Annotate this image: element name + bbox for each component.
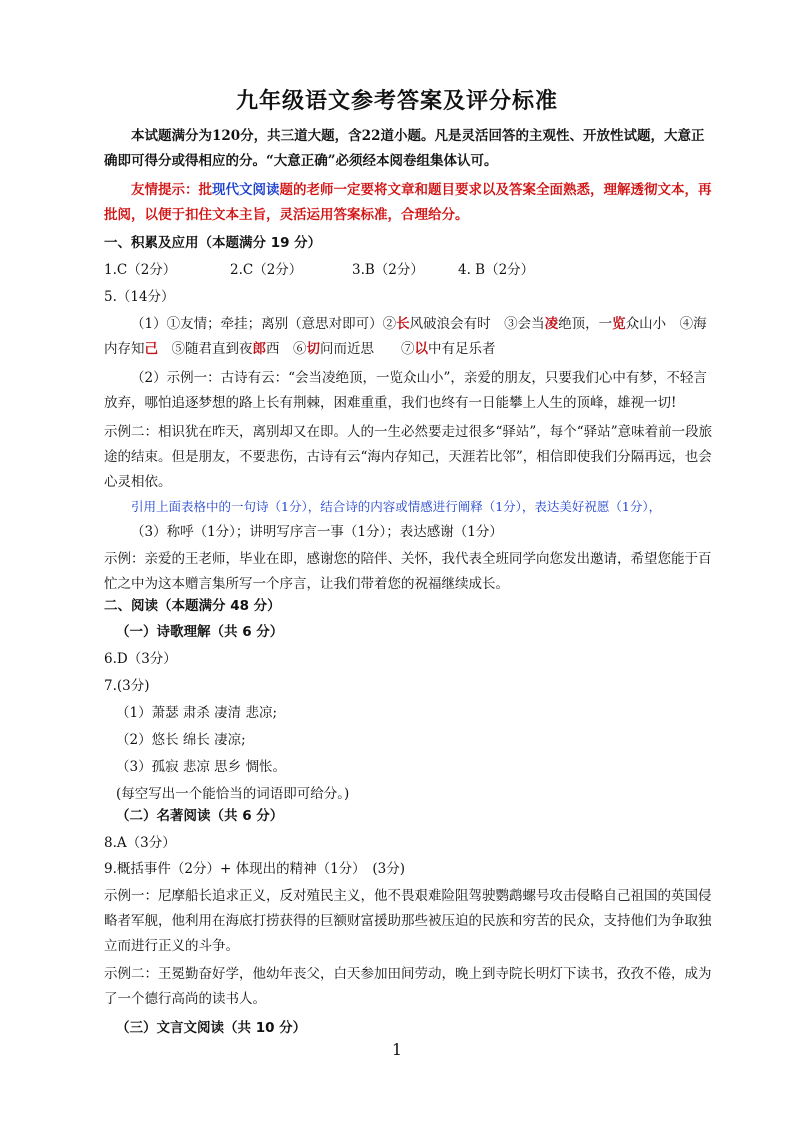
answer-q7-heading: 7.(3分) — [104, 678, 150, 694]
subsection-heading-classical-chinese: （三）文言文阅读（共 10 分） — [116, 1020, 307, 1036]
answer-q3: 3.B（2分） — [352, 262, 424, 278]
tip-part2: 现代文阅读 — [212, 182, 280, 198]
q5-1-key-char: 以 — [414, 341, 428, 357]
subsection-heading-poetry: （一）诗歌理解（共 6 分） — [116, 624, 284, 640]
q5-1-key-char: 凌 — [544, 316, 559, 332]
answer-q7-note: (每空写出一个能恰当的词语即可给分。) — [116, 786, 350, 802]
subsection-heading-classics: （二）名著阅读（共 6 分） — [116, 808, 284, 824]
answer-q9-example2: 示例二：王冕勤奋好学，他幼年丧父，白天参加田间劳动，晚上到寺院长明灯下读书，孜孜不倦，成为了一个德行高尚的读书人。 — [104, 966, 712, 1007]
friendly-tip — [104, 178, 716, 228]
q5-1-key-char: 览 — [612, 316, 626, 332]
q5-1-text-a: （1）①友情；牵挂；离别（意思对即可）② — [131, 316, 397, 332]
answer-q5-part3: （3）称呼（1分）；讲明写序言一事（1分）；表达感谢（1分） — [131, 524, 503, 540]
intro-paragraph: 本试题满分为120分，共三道大题，含22道小题。凡是灵活回答的主观性、开放性试题，大意正确即可得分或得相应的分。“大意正确”必须经本阅卷组集体认可。 — [104, 128, 705, 169]
q5-1-key-char: 己 — [144, 341, 158, 357]
answer-q6: 6.D（3分） — [104, 651, 177, 667]
tip-label: 友情提示： — [131, 182, 199, 198]
q5-1-text-o: 中有足乐者 — [428, 341, 496, 357]
answers-row-1-4 — [104, 258, 716, 283]
q5-1-key-char: 郎 — [252, 341, 266, 357]
q5-1-text-c: 风破浪会有时 ③会当 — [409, 316, 545, 332]
answer-q5-heading: 5.（14分） — [104, 289, 175, 305]
q5-1-key-char: 长 — [396, 316, 410, 332]
tip-part1: 批 — [198, 182, 212, 198]
answer-q7-2: （2）悠长 绵长 凄凉; — [116, 732, 246, 748]
answer-q7-3: （3）孤寂 悲凉 思乡 惆怅。 — [116, 759, 286, 775]
section-heading-1: 一、积累及应用（本题满分 19 分） — [104, 235, 322, 251]
answer-q9-example1: 示例一：尼摩船长追求正义，反对殖民主义，他不畏艰难险阻驾驶鹦鹉螺号攻击侵略自己祖国的英国侵略者军舰，他利用在海底打捞获得的巨额财富援助那些被压迫的民族和穷苦的民众，支持他们为争取独立而进行正义的斗争。 — [104, 888, 712, 954]
answer-q5-part2-example1: （2）示例一：古诗有云：“会当凌绝顶，一览众山小”，亲爱的朋友，只要我们心中有梦，不轻言放弃，哪怕追逐梦想的路上长有荆棘，困难重重，我们也终有一日能攀上人生的顶峰，雄视一切! — [104, 370, 707, 411]
answer-q4: 4. B（2分） — [458, 262, 535, 278]
answer-q9-heading: 9.概括事件（2分）+ 体现出的精神（1分） (3分) — [104, 861, 406, 877]
answer-q5-part1 — [104, 312, 716, 362]
q5-part2-rubric: 引用上面表格中的一句诗（1分），结合诗的内容或情感进行阐释（1分），表达美好祝愿（1分）， — [131, 499, 662, 514]
answer-q1: 1.C（2分） — [104, 262, 177, 278]
q5-1-text-i: ⑤随君直到夜 — [158, 341, 253, 357]
answer-q7-1: （1）萧瑟 肃杀 凄清 悲凉; — [116, 705, 278, 721]
page-number: 1 — [391, 1040, 403, 1059]
q5-1-text-g: 众山小 ④海内存知 — [104, 316, 707, 357]
q5-1-text-k: 西 ⑥ — [266, 341, 307, 357]
answer-q2: 2.C（2分） — [230, 262, 303, 278]
section-heading-2: 二、阅读（本题满分 48 分） — [104, 598, 281, 614]
answer-q5-part3-example: 示例：亲爱的王老师，毕业在即，感谢您的陪伴、关怀，我代表全班同学向您发出邀请，希望您能于百忙之中为这本赠言集所写一个序言，让我们带着您的祝福继续成长。 — [104, 551, 712, 592]
answer-q5-part2-example2: 示例二：相识犹在昨天，离别却又在即。人的一生必然要走过很多“驿站”，每个“驿站”意味着前一段旅途的结束。但是朋友，不要悲伤，古诗有云“海内存知己，天涯若比邻”，相信即使我们分隔再远，也会心灵相依。 — [104, 424, 713, 490]
page-title: 九年级语文参考答案及评分标准 — [235, 88, 558, 114]
q5-1-text-m: 问而近思 ⑦ — [320, 341, 415, 357]
answer-q8: 8.A（3分） — [104, 835, 176, 851]
q5-1-text-e: 绝顶，一 — [558, 316, 613, 332]
q5-1-key-char: 切 — [306, 341, 320, 357]
tip-part3: 题的老师一定要将文章和题目要求以及答案全面熟悉，理解透彻文本，再批阅，以便于扣住文本主旨，灵活运用答案标准，合理给分。 — [104, 182, 712, 223]
